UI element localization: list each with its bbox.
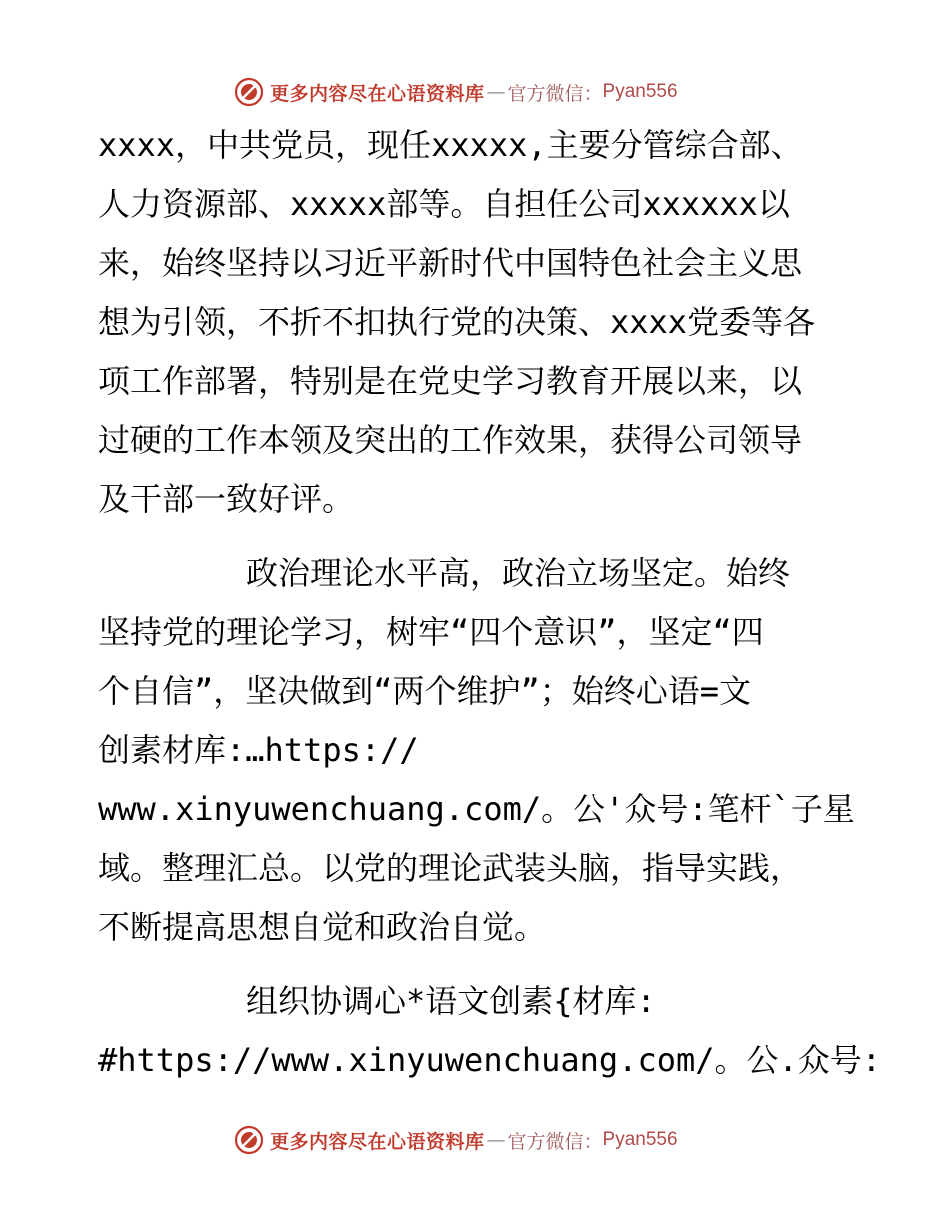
banner-separator: — — [486, 81, 506, 103]
banner-wechat-id: Pyan556 — [602, 1129, 678, 1150]
banner-wechat-label: 官方微信： — [507, 82, 603, 105]
paragraph-intro — [98, 116, 878, 529]
text-line: 不断提高思想自觉和政治自觉。 — [98, 908, 547, 946]
text-line: #https://www.xinyuwenchuang.com/。公.众号: — [98, 1041, 882, 1079]
text-line: 域。整理汇总。以党的理论武装头脑，指导实践， — [98, 849, 803, 887]
banner-row — [234, 1120, 678, 1160]
paragraph-gap — [98, 529, 878, 544]
banner-title: 更多内容尽在心语资料库 — [270, 1130, 485, 1153]
text-line: 过硬的工作本领及突出的工作效果，获得公司领导 — [98, 421, 803, 459]
paragraph-organization — [98, 972, 882, 1090]
text-line: xxxx，中共党员，现任xxxxx,主要分管综合部、 — [98, 126, 803, 164]
text-line: 个自信”，坚决做到“两个维护”；始终心语=文 — [98, 672, 752, 710]
text-line: 人力资源部、xxxxx部等。自担任公司xxxxxx以 — [98, 185, 790, 223]
banner-row — [234, 72, 678, 112]
text-line: 政治理论水平高，政治立场坚定。始终 — [246, 554, 791, 592]
text-line: 来，始终坚持以习近平新时代中国特色社会主义思 — [98, 244, 803, 282]
text-line: 项工作部署，特别是在党史学习教育开展以来，以 — [98, 362, 803, 400]
seal-logo-icon — [234, 1125, 264, 1155]
text-line: www.xinyuwenchuang.com/。公'众号:笔杆`子星 — [98, 790, 855, 828]
text-line: 坚持党的理论学习，树牢“四个意识”，坚定“四 — [98, 613, 764, 651]
footer-watermark-banner — [0, 1120, 950, 1160]
banner-title: 更多内容尽在心语资料库 — [270, 82, 485, 105]
banner-wechat-id: Pyan556 — [602, 81, 678, 102]
seal-logo-icon — [234, 77, 264, 107]
document-body — [98, 116, 882, 1090]
text-line: 及干部一致好评。 — [98, 480, 355, 518]
banner-wechat-label: 官方微信： — [507, 1130, 603, 1153]
text-line: 创素材库:…https:// — [98, 731, 419, 769]
paragraph-gap — [98, 957, 878, 972]
banner-separator: — — [486, 1129, 506, 1151]
text-line: 想为引领，不折不扣执行党的决策、xxxx党委等各 — [98, 303, 816, 341]
paragraph-political — [98, 544, 878, 957]
text-line: 组织协调心*语文创素{材库: — [246, 982, 656, 1020]
header-watermark-banner — [0, 72, 950, 112]
